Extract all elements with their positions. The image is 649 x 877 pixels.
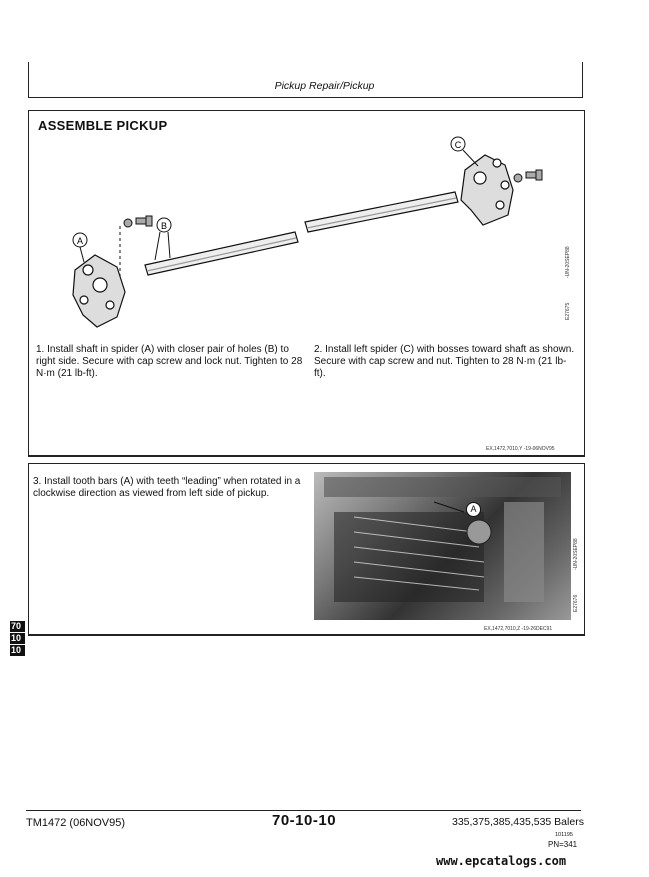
right-spider-c: [461, 155, 513, 225]
step-3-text: 3. Install tooth bars (A) with teeth “leading” when rotated in a clockwise direction as viewed from left side of pickup.: [33, 476, 301, 499]
shaft-spider-illustration: [60, 130, 560, 330]
left-spider-a: [73, 255, 125, 327]
right-bolt: [514, 170, 542, 182]
shaft-left-section: [145, 232, 298, 275]
label-c-callout: [451, 137, 478, 166]
left-bolt: [124, 216, 152, 227]
watermark-url: www.epcatalogs.com: [436, 854, 567, 868]
footer-manual-id: TM1472 (06NOV95): [26, 817, 126, 829]
section-title: ASSEMBLE PICKUP: [38, 118, 168, 133]
label-b-callout: [155, 218, 171, 260]
fig2-ref-code: EX,1472,7010,Z -19-26DEC91: [484, 626, 553, 632]
svg-text:C: C: [454, 140, 462, 150]
fig2-code-b: E27676: [573, 594, 579, 612]
header-rule: [28, 97, 583, 98]
footer-rule: [26, 810, 581, 811]
footer-models: 335,375,385,435,535 Balers: [452, 816, 584, 828]
tooth-bars-photo: [314, 472, 571, 620]
step-1-text: 1. Install shaft in spider (A) with closer pair of holes (B) to right side. Secure with cap screw and lock nut. Tighten to 28 N·m (21 lb-ft).: [36, 344, 303, 379]
label-a-callout: [73, 233, 87, 262]
svg-text:A: A: [76, 236, 84, 246]
page-header-title: Pickup Repair/Pickup: [274, 80, 375, 92]
photo-label-a: A: [466, 502, 481, 517]
footer-page-number: 70-10-10: [272, 812, 337, 829]
step-2-text: 2. Install left spider (C) with bosses toward shaft as shown. Secure with cap screw and nut. Tighten to 28 N·m (21 lb-ft).: [314, 344, 575, 379]
section-tab-10a: 10: [10, 633, 25, 644]
svg-text:B: B: [160, 221, 168, 231]
shaft-right-section: [305, 192, 458, 232]
fig1-code-b: E27675: [565, 302, 571, 320]
fig1-ref-code: EX,1472,7010,Y -19-06NOV95: [486, 446, 555, 452]
section-tab-70: 70: [10, 621, 25, 632]
footer-pn: PN=341: [548, 840, 578, 849]
fig2-code-a: -UN-20SEP88: [573, 538, 579, 570]
footer-date-code: 101195: [555, 832, 573, 838]
section-tab-10b: 10: [10, 645, 25, 656]
fig1-code-a: -UN-20SEP88: [565, 246, 571, 278]
